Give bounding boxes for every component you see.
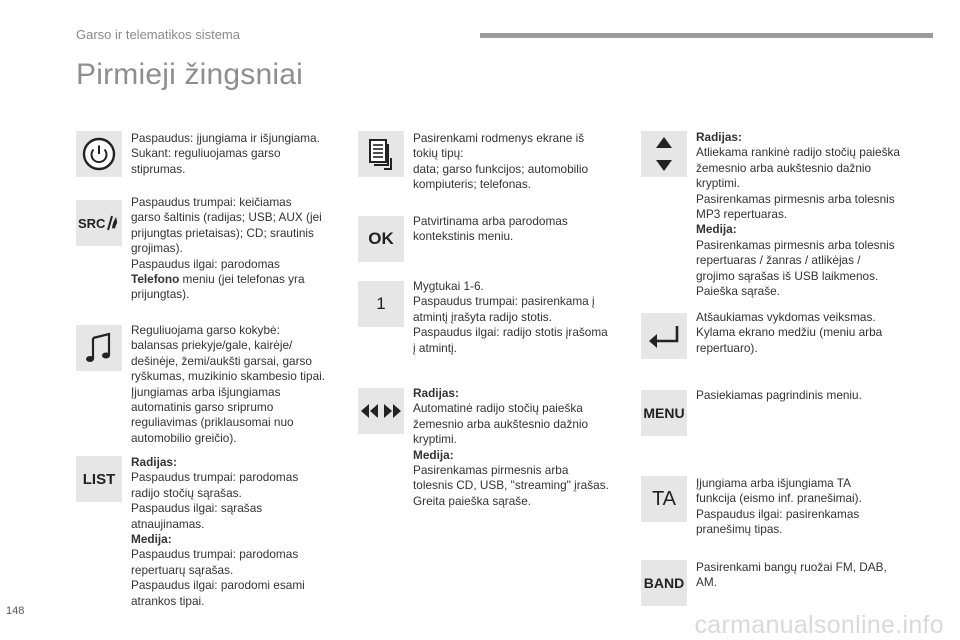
ta-icon bbox=[641, 476, 687, 522]
back-description: Atšaukiamas vykdomas veiksmas. Kylama ekrano medžiu (meniu arba repertuaro). bbox=[696, 310, 883, 355]
seek-description: Radijas: Automatinė radijo stočių paieška žemesnio arba aukštesnio dažnio kryptimi. Medija: Pasirenkamas pirmesnis arba tolesnis CD, USB, "streaming" įrašas. Greita paieška sąraše. bbox=[413, 386, 609, 508]
display-mode-icon bbox=[358, 131, 404, 177]
watermark: carmanualsonline.info bbox=[694, 611, 944, 639]
src-label: SRC bbox=[78, 216, 106, 231]
list-label: LIST bbox=[82, 470, 116, 488]
seek-left-right-icon bbox=[358, 388, 404, 434]
up-down-description: Radijas: Atliekama rankinė radijo stočių paieška žemesnio arba aukštesnio dažnio kryptimi. Pasirenkamas pirmesnis arba tolesnis MP3 repertuaras. Medija: Pasirenkamas pirmesnis arba tolesnis repertuaras / žanras / atlikėjas / grojimo sąrašas iš USB laikmenos. Paieška sąraše. bbox=[696, 130, 900, 299]
preset-one-icon bbox=[358, 281, 404, 327]
ta-description: Įjungiama arba išjungiama TA funkcija (eismo inf. pranešimai). Paspaudus ilgai: pasirenkamas pranešimų tipas. bbox=[696, 476, 862, 537]
src-description: Paspaudus trumpai: keičiamas garso šaltinis (radijas; USB; AUX (jei prijungtas prietaisas); CD; srautinis grojimas). Paspaudus ilgai: parodomas Telefono meniu (jei telefonas yra prijungtas). bbox=[131, 195, 322, 302]
menu-description: Pasiekiamas pagrindinis meniu. bbox=[696, 388, 862, 402]
back-return-icon bbox=[641, 313, 687, 359]
ok-description: Patvirtinama arba parodomas kontekstinis meniu. bbox=[413, 214, 568, 244]
band-description: Pasirenkami bangų ruožai FM, DAB, AM. bbox=[696, 560, 887, 590]
up-down-arrows-icon bbox=[641, 131, 687, 177]
section-header: Garso ir telematikos sistema bbox=[76, 27, 240, 42]
ta-label: TA bbox=[651, 487, 677, 510]
menu-icon bbox=[641, 390, 687, 436]
music-note-icon bbox=[76, 325, 122, 371]
page-number: 148 bbox=[6, 605, 25, 617]
power-icon bbox=[76, 131, 122, 177]
page-title: Pirmieji žingsniai bbox=[76, 58, 304, 91]
preset-one-label: 1 bbox=[376, 294, 386, 313]
band-icon bbox=[641, 560, 687, 606]
sound-settings-description: Reguliuojama garso kokybė: balansas priekyje/gale, kairėje/ dešinėje, žemi/aukšti garsai, garso ryškumas, muzikinio skambesio tipai. Įjungiamas arba išjungiamas automatinis garso sriprumo reguliavimas (priklausomai nuo automobilio greičio). bbox=[131, 323, 326, 445]
list-icon bbox=[76, 456, 122, 502]
header-rule bbox=[480, 33, 933, 38]
menu-label: MENU bbox=[643, 405, 685, 421]
ok-label: OK bbox=[368, 229, 394, 248]
list-description: Radijas: Paspaudus trumpai: parodomas radijo stočių sąrašas. Paspaudus ilgai: sąrašas atnaujinamas. Medija: Paspaudus trumpai: parodomas repertuarų sąrašas. Paspaudus ilgai: parodomi esami atrankos tipai. bbox=[131, 455, 305, 608]
ok-icon bbox=[358, 216, 404, 262]
display-mode-description: Pasirenkami rodmenys ekrane iš tokių tipų: data; garso funkcijos; automobilio kompiuteris; telefonas. bbox=[413, 131, 589, 192]
power-description: Paspaudus: įjungiama ir išjungiama. Sukant: reguliuojamas garso stiprumas. bbox=[131, 131, 320, 176]
src-phone-icon bbox=[76, 200, 122, 246]
preset-description: Mygtukai 1-6. Paspaudus trumpai: pasirenkama į atmintį įrašyta radijo stotis. Paspaudus ilgai: radijo stotis įrašoma į atmintį. bbox=[413, 279, 608, 355]
band-label: BAND bbox=[643, 575, 685, 591]
